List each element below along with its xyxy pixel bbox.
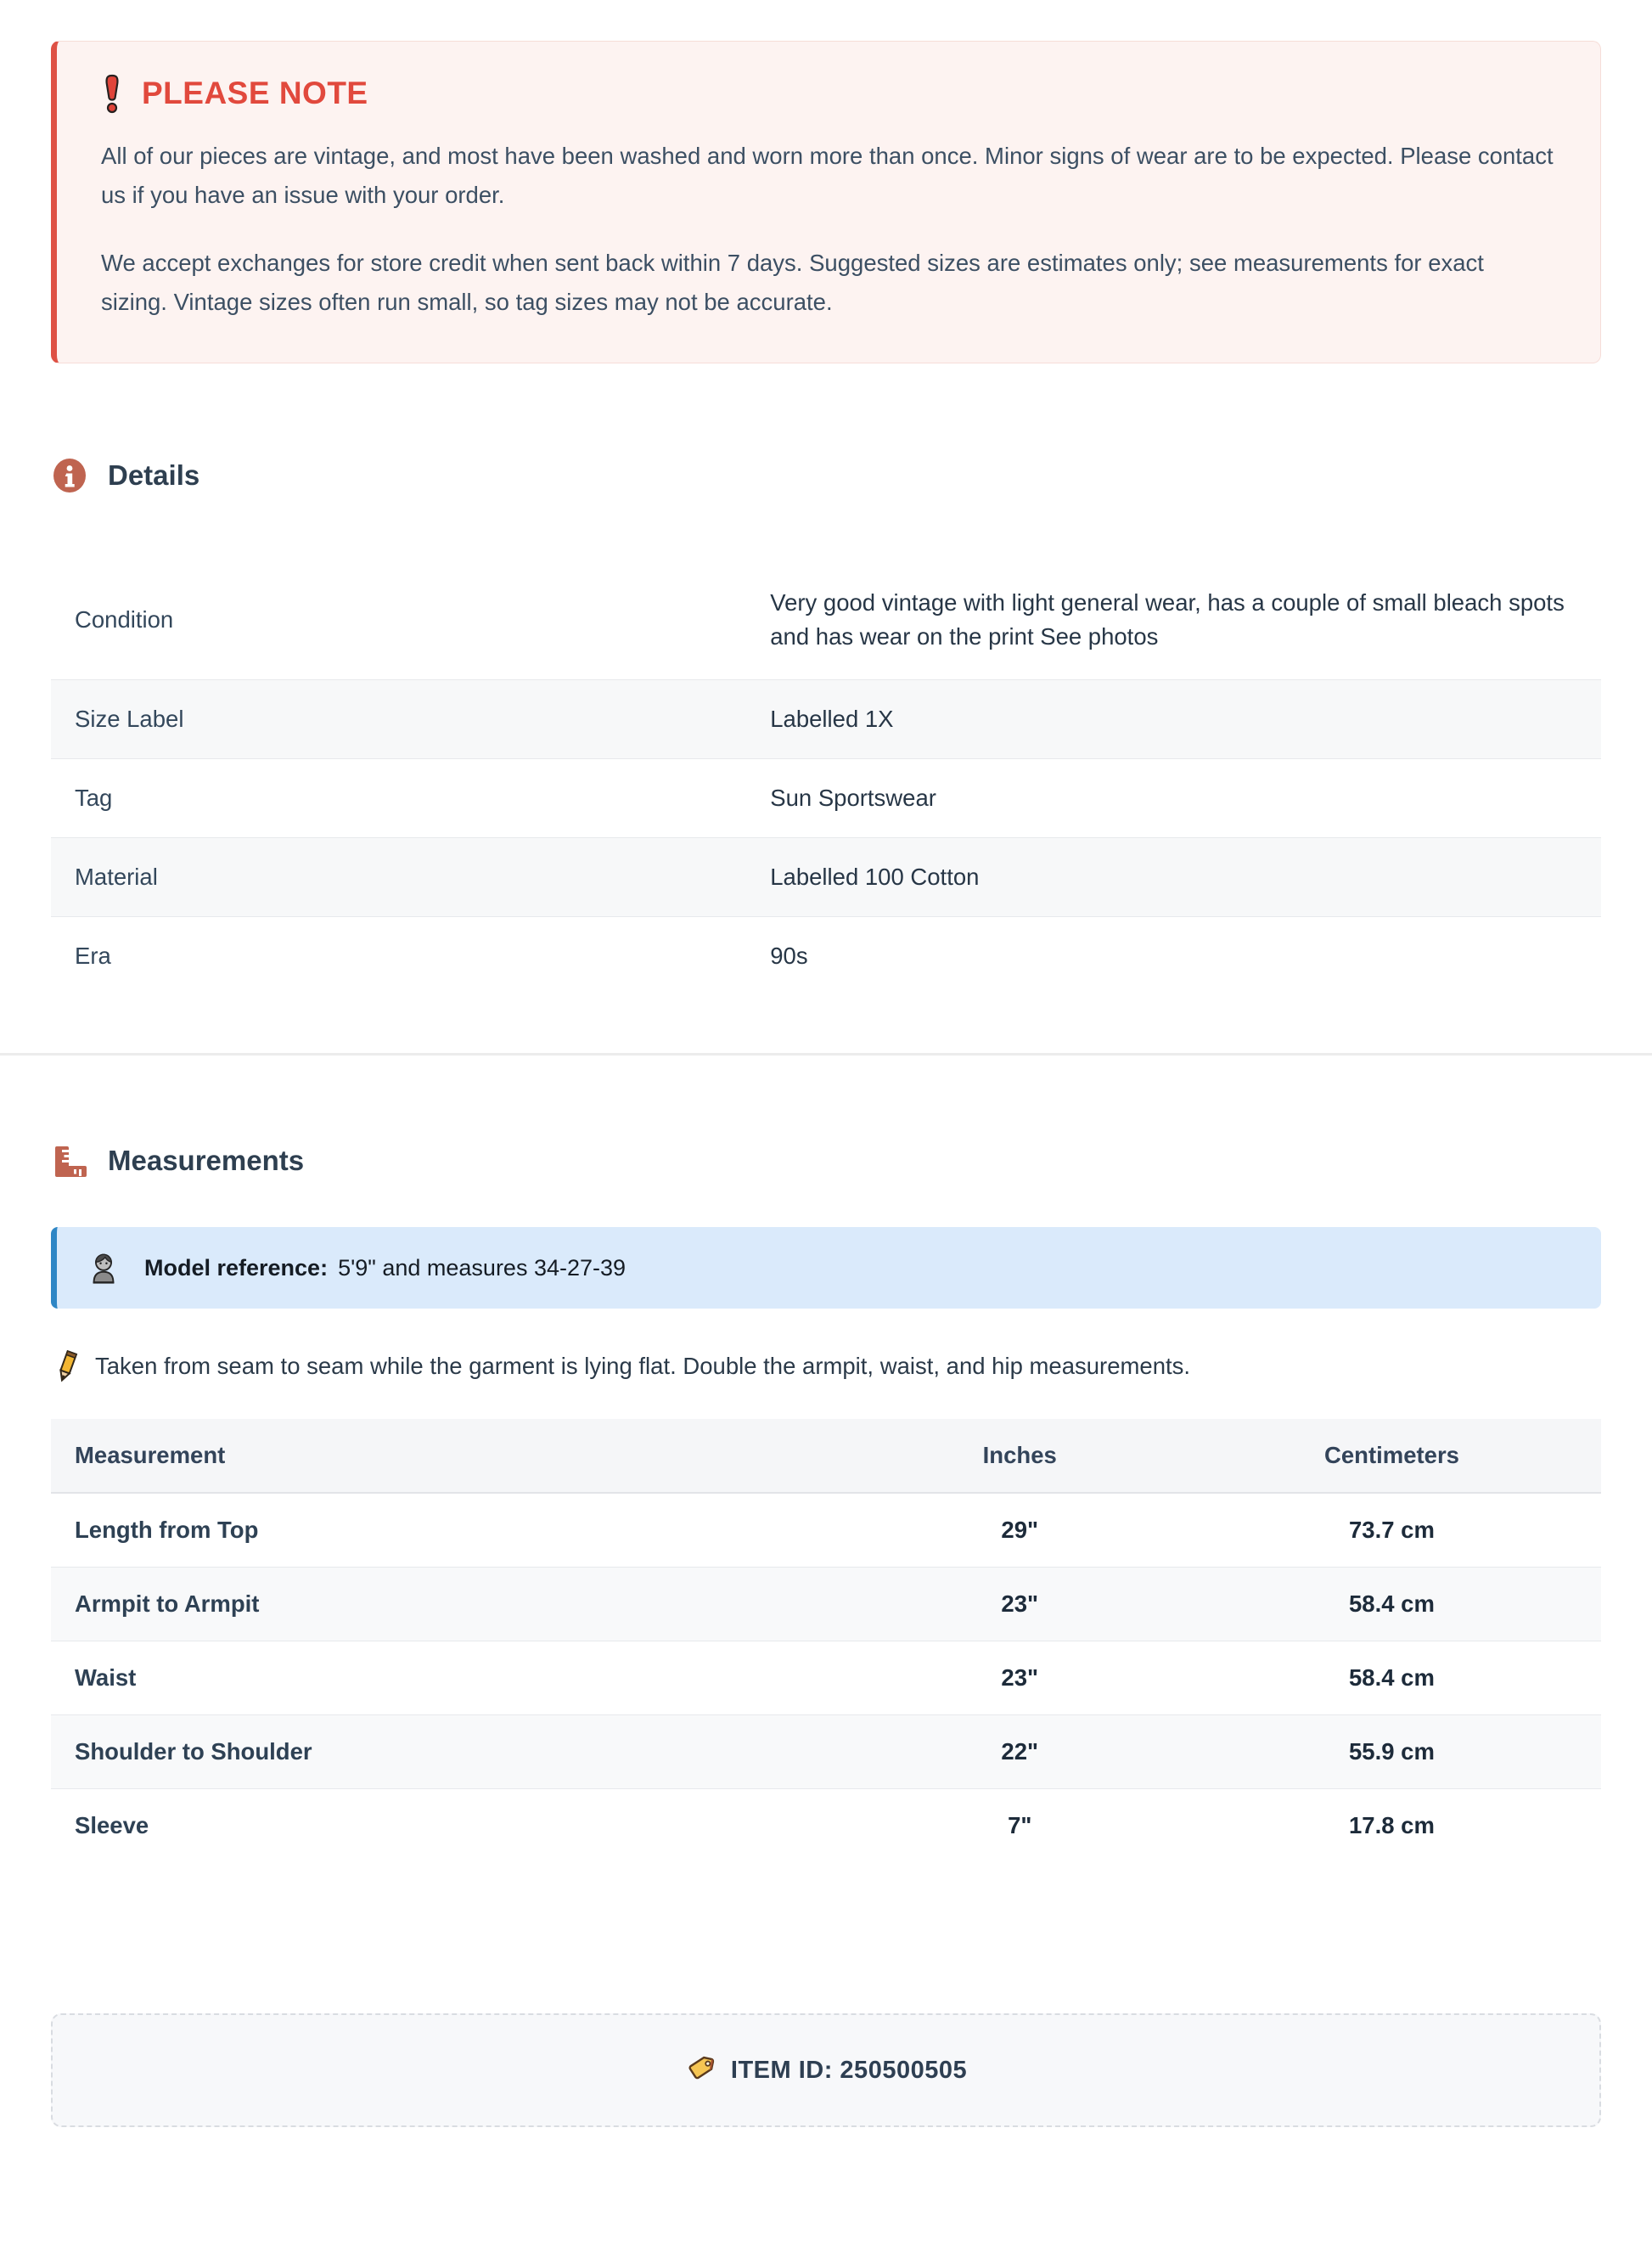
measuring-note-text: Taken from seam to seam while the garment is lying flat. Double the armpit, waist, and hip measurements. — [95, 1353, 1191, 1379]
ruler-icon — [53, 1144, 87, 1178]
details-section-heading — [53, 459, 1652, 493]
measurement-inches: 29" — [1001, 1517, 1039, 1543]
item-id-text: ITEM ID: 250500505 — [730, 2056, 968, 2084]
pencil-icon — [53, 1349, 81, 1383]
details-table — [51, 560, 1601, 995]
detail-value: Very good vintage with light general wear, has a couple of small bleach spots and has wear on the print See photos — [770, 589, 1565, 650]
measurement-cm: 73.7 cm — [1349, 1517, 1435, 1543]
detail-row-tag — [51, 759, 1601, 838]
model-reference-callout — [51, 1227, 1601, 1309]
measurement-inches: 22" — [1001, 1738, 1039, 1765]
measurement-name: Sleeve — [75, 1812, 149, 1838]
measurement-inches: 23" — [1001, 1590, 1039, 1617]
measurement-cm: 58.4 cm — [1349, 1590, 1435, 1617]
detail-value: Labelled 1X — [770, 706, 894, 732]
tag-icon — [685, 2053, 716, 2087]
measurement-row-sleeve — [51, 1789, 1601, 1862]
measurement-cm: 58.4 cm — [1349, 1664, 1435, 1691]
item-id-box — [51, 2013, 1601, 2127]
exclamation-icon — [101, 76, 123, 110]
detail-label: Size Label — [75, 706, 184, 732]
column-header-inches: Inches — [982, 1442, 1057, 1468]
model-reference-text — [144, 1255, 626, 1281]
model-reference-value: 5'9" and measures 34-27-39 — [338, 1254, 627, 1281]
measurement-row-shoulder — [51, 1715, 1601, 1789]
measurements-table — [51, 1419, 1601, 1862]
please-note-title-row — [101, 76, 1554, 111]
model-reference-label: Model reference: — [144, 1254, 329, 1281]
measurement-row-waist — [51, 1641, 1601, 1715]
measurements-table-header — [51, 1419, 1601, 1494]
detail-row-condition — [51, 560, 1601, 680]
note-paragraph-1: All of our pieces are vintage, and most have been washed and worn more than once. Minor signs of wear are to be expected. Please contact us if you have an issue with your order. — [101, 143, 1554, 208]
details-title: Details — [108, 459, 200, 491]
detail-row-size-label — [51, 680, 1601, 759]
measurement-cm: 55.9 cm — [1349, 1738, 1435, 1765]
detail-value: Sun Sportswear — [770, 785, 936, 811]
measurement-row-armpit — [51, 1568, 1601, 1641]
column-header-measurement: Measurement — [75, 1442, 226, 1468]
measurement-name: Armpit to Armpit — [75, 1590, 260, 1617]
detail-label: Material — [75, 864, 158, 890]
measuring-note — [53, 1349, 1601, 1383]
please-note-title: PLEASE NOTE — [142, 76, 368, 110]
measurement-name: Waist — [75, 1664, 137, 1691]
product-info-page — [0, 41, 1652, 2127]
measurement-name: Shoulder to Shoulder — [75, 1738, 312, 1765]
measurement-inches: 23" — [1001, 1664, 1039, 1691]
measurements-section-heading — [53, 1144, 1652, 1178]
please-note-box — [51, 41, 1601, 363]
detail-value: 90s — [770, 943, 808, 969]
measurement-inches: 7" — [1008, 1812, 1032, 1838]
measurement-cm: 17.8 cm — [1349, 1812, 1435, 1838]
detail-label: Condition — [75, 606, 174, 633]
info-icon — [53, 459, 87, 493]
detail-row-material — [51, 838, 1601, 917]
column-header-centimeters: Centimeters — [1324, 1442, 1459, 1468]
detail-label: Era — [75, 943, 111, 969]
detail-label: Tag — [75, 785, 113, 811]
person-icon — [87, 1251, 121, 1285]
note-paragraph-2: We accept exchanges for store credit when sent back within 7 days. Suggested sizes are estimates only; see measurements for exact sizing. Vintage sizes often run small, so tag sizes may not be accurate. — [101, 250, 1484, 315]
measurement-name: Length from Top — [75, 1517, 259, 1543]
measurements-title: Measurements — [108, 1145, 305, 1176]
detail-value: Labelled 100 Cotton — [770, 864, 980, 890]
detail-row-era — [51, 917, 1601, 995]
measurement-row-length — [51, 1494, 1601, 1568]
section-divider — [0, 1053, 1652, 1056]
